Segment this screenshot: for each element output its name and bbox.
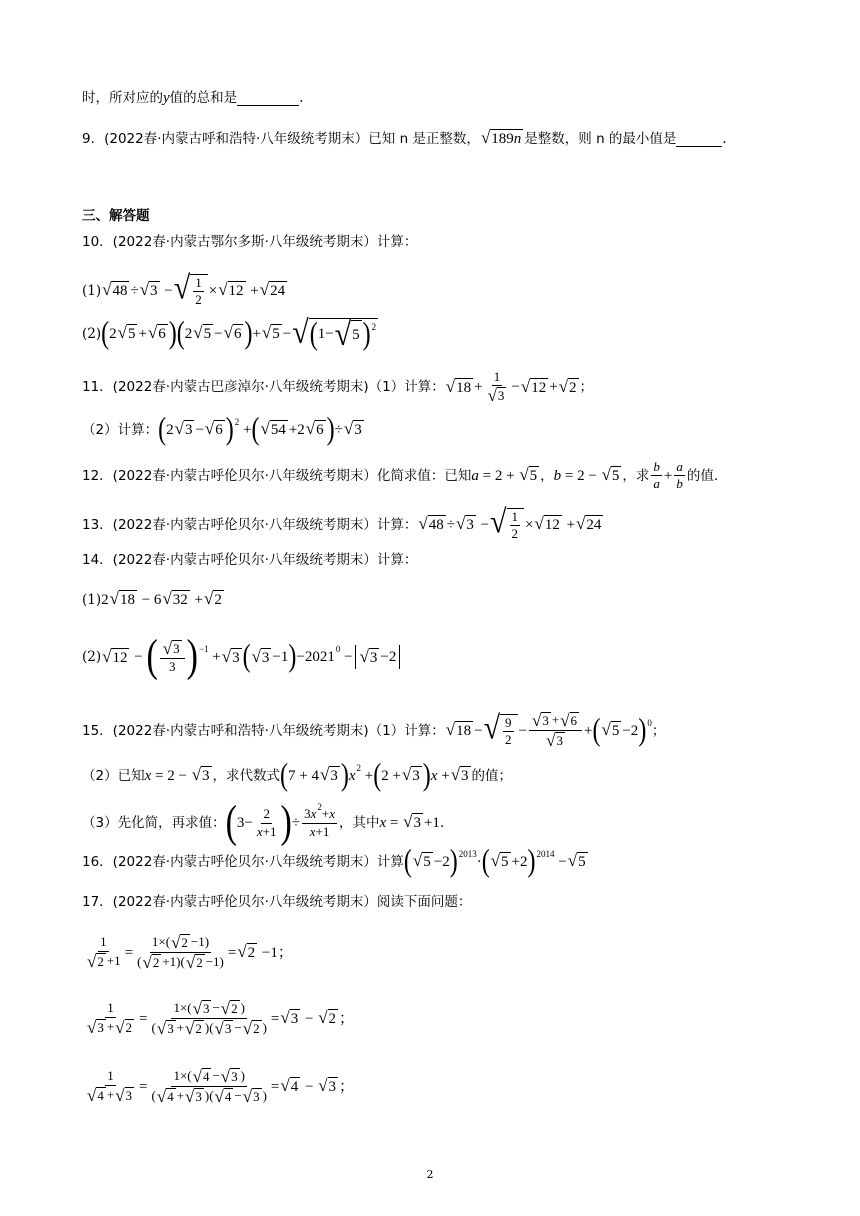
question-15-part2: （2）已知 x = 2 − √ 3 ，求代数式 ( 7 + 4 √ 3 ) x $^2$ + ( 2 + √ 3 ) x + √ 3 的值； <box>82 759 513 793</box>
page-number: 2 <box>426 1168 434 1181</box>
question-14-part2: (2) √ 12 − ( √ 3 3 ) $^{-1}$ + √ 3 ( √ 3 −1 ) − 2021 $^0$ − √ 3 −2 <box>82 640 402 674</box>
question-12: 12．(2022春·内蒙古呼伦贝尔·八年级统考期末）化简求值：已知 a = 2 + √ 5 ， b = 2 − √ 5 ，求 $\frac{b}{a}$ + $\frac{a}{b}$ 的值. <box>82 459 719 492</box>
question-10-part2: (2) ( 2 √ 5 + √ 6 ) ( 2 √ 5 − √ 6 ) + √ 5 − √ ( 1− √ 5 ) $^2$ <box>82 314 377 353</box>
q17-example-2: 1 √ 3 + √ 2 = 1×( √ 3 − √ 2 ) ( √ 3 + √ 2 )( √ 3 − √ 2 ) = √ 3 − √ 2 ； <box>87 999 355 1038</box>
q17-example-3: 1 √ 4 + √ 3 = 1×( √ 4 − √ 3 ) ( √ 4 + √ 3 )( √ 4 − √ 3 ) = √ 4 − √ 3 ； <box>87 1067 355 1106</box>
q17-example-1: 1 √ 2 +1 = 1×( √ 2 −1) ( √ 2 +1)( √ 2 −1) = √ 2 −1； <box>87 933 293 972</box>
question-17-head: 17．(2022春·内蒙古呼伦贝尔·八年级统考期末）阅读下面问题： <box>82 894 472 910</box>
question-14-head: 14．(2022春·内蒙古呼伦贝尔·八年级统考期末）计算： <box>82 552 418 568</box>
question-15-part1: 15．(2022春·内蒙古呼和浩特·八年级统考期末)（1）计算： √ 18 − √ $\frac{9}{2}$ − √ 3 + √ 6 √ 3 + ( √ 5 −2 ) $^0$ ； <box>82 709 666 750</box>
question-16: 16．(2022春·内蒙古呼伦贝尔·八年级统考期末）计算 ( √ 5 −2 ) $^{2013}$ · ( √ 5 +2 ) $^{2014}$ − √ 5 <box>82 845 586 879</box>
question-14-part1: (1) 2 √ 18 − 6 √ 32 + √ 2 <box>82 589 222 609</box>
question-9: 9．(2022春·内蒙古呼和浩特·八年级统考期末）已知 n 是正整数， √ 189 n 是整数，则 n 的最小值是 . <box>82 128 727 148</box>
q8-tail: 时，所对应的 y 值的总和是 . <box>82 90 304 106</box>
question-11-part1: 11．(2022春·内蒙古巴彦淖尔·八年级统考期末)（1）计算： √ 18 + 1 √ 3 − √ 12 + √ 2 ； <box>82 369 594 406</box>
question-10-part1: (1) √ 48 ÷ √ 3 − √ $\frac{1}{2}$ × √ 12 + √ 24 <box>82 270 286 308</box>
question-15-part3: （3）先化简，再求值： ( 3− 2 x +1 ) ÷ 3 x $^2$ + x x +1 ，其中 x = √ 3 +1 . <box>82 797 445 848</box>
question-11-part2: （2）计算： ( 2 √ 3 − √ 6 ) $^2$ + ( √ 54 +2 √ 6 ) ÷ √ 3 <box>82 413 362 447</box>
section-title: 三、解答题 <box>82 208 150 224</box>
answer-blank[interactable] <box>676 132 722 147</box>
answer-blank[interactable] <box>237 91 299 106</box>
question-10-head: 10．(2022春·内蒙古鄂尔多斯·八年级统考期末）计算： <box>82 234 418 250</box>
question-13: 13．(2022春·内蒙古呼伦贝尔·八年级统考期末）计算： √ 48 ÷ √ 3 − √ $\frac{1}{2}$ × √ 12 + √ 24 <box>82 504 602 542</box>
